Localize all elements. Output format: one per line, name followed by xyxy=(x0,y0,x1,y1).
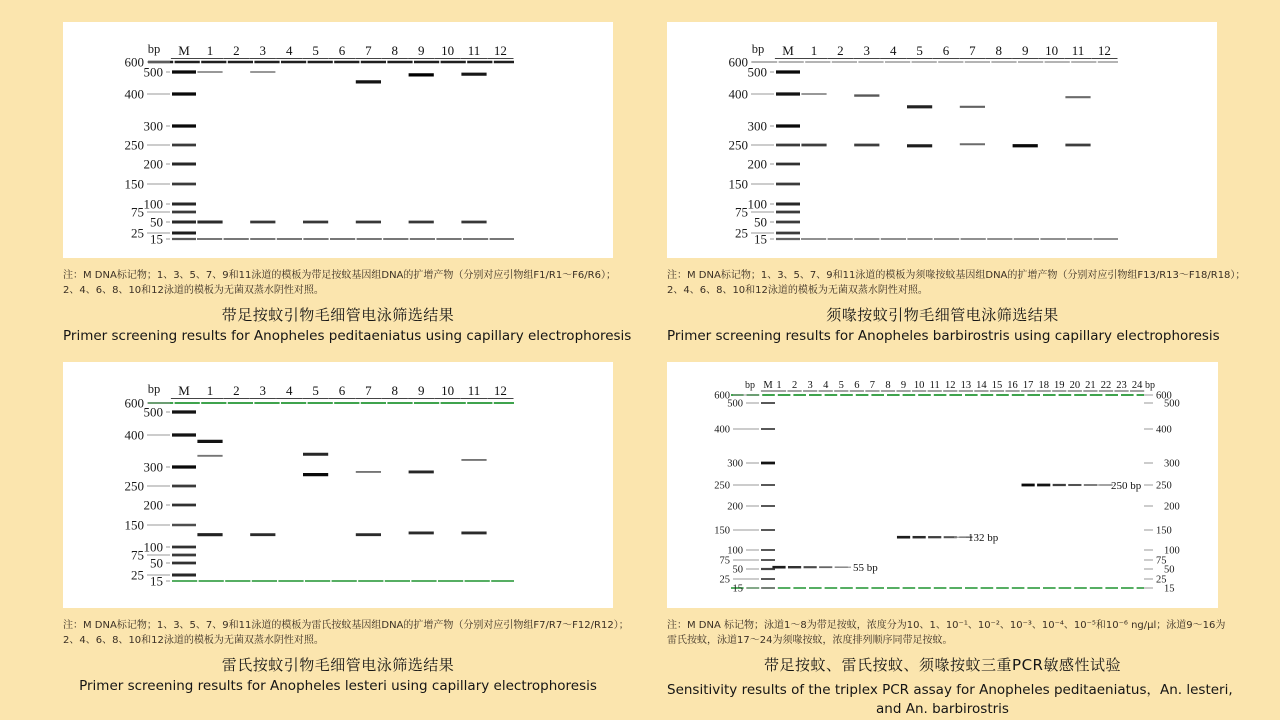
lane-label: 12 xyxy=(1097,43,1111,58)
ladder-label: 200 xyxy=(143,497,163,513)
lane-label: 13 xyxy=(960,380,972,391)
note-line: 注：M DNA 标记物；泳道1～8为带足按蚊，浓度分为10、1、10⁻¹、10⁻²、10⁻³、10⁻⁴、10⁻⁵和10⁻⁶ ng/μl；泳道9～16为 xyxy=(667,620,1226,631)
lane-label: 8 xyxy=(391,383,399,398)
band-size-annotation: 55 bp xyxy=(853,562,878,574)
lane-label: 4 xyxy=(823,380,829,391)
lane-label: M xyxy=(782,43,794,58)
ladder-label: 250 xyxy=(714,480,730,492)
ladder-label-right: 200 xyxy=(1164,501,1180,513)
lane-label: 6 xyxy=(854,380,860,391)
ladder-label: 75 xyxy=(131,547,144,563)
lane-label: 3 xyxy=(863,43,871,58)
lane-label: 2 xyxy=(791,380,798,391)
ladder-label: 300 xyxy=(143,118,163,134)
note-line: 2、4、6、8、10和12泳道的模板为无菌双蒸水阴性对照。 xyxy=(63,635,324,646)
ladder-label: 500 xyxy=(727,398,743,410)
lane-label: 5 xyxy=(916,43,923,58)
lane-label: 20 xyxy=(1069,380,1081,391)
panel-title-cn: 须喙按蚊引物毛细管电泳筛选结果 xyxy=(826,306,1059,324)
ladder-label: 250 xyxy=(124,478,144,494)
lane-label: 10 xyxy=(913,380,925,391)
bp-unit-label: bp xyxy=(745,380,755,391)
ladder-label: 250 xyxy=(728,137,748,153)
ladder-label: 300 xyxy=(727,458,743,470)
lane-label: 4 xyxy=(285,383,293,398)
panel-note xyxy=(63,618,629,648)
ladder-label: 500 xyxy=(143,64,163,80)
lane-label: 8 xyxy=(995,43,1003,58)
ladder-label: 500 xyxy=(143,404,163,420)
panel-title-en: Primer screening results for Anopheles barbirostris using capillary electrophoresis xyxy=(667,328,1220,344)
ladder-label: 300 xyxy=(143,459,163,475)
band-size-annotation: 132 bp xyxy=(968,532,999,544)
panel-title-cn: 带足按蚊、雷氏按蚊、须喙按蚊三重PCR敏感性试验 xyxy=(764,656,1121,674)
lane-label: 11 xyxy=(1071,43,1085,58)
ladder-label: 200 xyxy=(143,156,163,172)
lane-label: 14 xyxy=(976,380,987,391)
gel-panel-triplex-sensitivity xyxy=(667,362,1233,717)
lane-label: 5 xyxy=(312,383,319,398)
gel-electrophoresis-plot xyxy=(667,22,1217,258)
ladder-label: 15 xyxy=(150,231,163,247)
lane-label: 7 xyxy=(969,43,976,58)
ladder-label: 50 xyxy=(150,555,163,571)
lane-label: 6 xyxy=(338,43,346,58)
note-line: 雷氏按蚊，泳道17～24为须喙按蚊，浓度排列顺序同带足按蚊。 xyxy=(667,635,953,646)
lane-label: 1 xyxy=(206,383,214,398)
gel-panel-peditaeniatus xyxy=(63,22,632,344)
ladder-label: 15 xyxy=(732,583,743,595)
gel-panel-lesteri xyxy=(63,362,629,694)
ladder-label: 25 xyxy=(131,567,144,583)
lane-label: 6 xyxy=(942,43,950,58)
ladder-label: 400 xyxy=(714,424,730,436)
lane-label: 7 xyxy=(365,43,372,58)
lane-label: 21 xyxy=(1085,380,1096,391)
lane-label: 2 xyxy=(233,383,240,398)
ladder-label-right: 25 xyxy=(1156,574,1167,586)
ladder-label: 250 xyxy=(124,137,144,153)
bp-unit-label: bp xyxy=(751,42,765,56)
lane-label: 2 xyxy=(233,43,240,58)
lane-label: 18 xyxy=(1038,380,1049,391)
lane-label: 1 xyxy=(810,43,818,58)
lane-label: 7 xyxy=(365,383,372,398)
lane-label: 16 xyxy=(1007,380,1018,391)
lane-label: 5 xyxy=(838,380,844,391)
note-line: 2、4、6、8、10和12泳道的模板为无菌双蒸水阴性对照。 xyxy=(63,285,324,296)
ladder-label: 400 xyxy=(124,427,144,443)
panel-note xyxy=(667,618,1226,648)
ladder-label: 100 xyxy=(727,545,743,557)
ladder-label: 600 xyxy=(124,54,144,70)
ladder-label: 150 xyxy=(728,176,748,192)
lane-label: 17 xyxy=(1022,380,1034,391)
lane-label: 7 xyxy=(869,380,876,391)
note-line: 注：M DNA标记物；1、3、5、7、9和11泳道的模板为带足按蚊基因组DNA的扩增产物（分别对应引物组F1/R1～F6/R6）； xyxy=(63,270,616,281)
ladder-label: 75 xyxy=(719,555,730,567)
ladder-label: 600 xyxy=(714,390,730,402)
panel-title-cn: 雷氏按蚊引物毛细管电泳筛选结果 xyxy=(221,656,455,674)
ladder-label-right: 50 xyxy=(1164,564,1175,576)
note-line: 2、4、6、8、10和12泳道的模板为无菌双蒸水阴性对照。 xyxy=(667,285,928,296)
bp-unit-label: bp xyxy=(147,42,161,56)
ladder-label-right: 15 xyxy=(1164,583,1175,595)
lane-label: 2 xyxy=(837,43,844,58)
lane-label: 23 xyxy=(1116,380,1127,391)
ladder-label: 50 xyxy=(150,214,163,230)
lane-label: 8 xyxy=(391,43,399,58)
lane-label: 9 xyxy=(417,43,425,58)
panel-title-en: and An. barbirostris xyxy=(876,701,1009,717)
lane-label: 22 xyxy=(1100,380,1112,391)
gel-electrophoresis-plot xyxy=(63,362,613,608)
ladder-label: 25 xyxy=(719,574,730,586)
ladder-label-right: 400 xyxy=(1156,424,1172,436)
lane-label: 11 xyxy=(467,383,481,398)
ladder-label: 75 xyxy=(131,204,144,220)
ladder-label-right: 250 xyxy=(1156,480,1172,492)
ladder-label-right: 500 xyxy=(1164,398,1180,410)
lane-label: 12 xyxy=(493,43,507,58)
lane-label: 1 xyxy=(776,380,782,391)
ladder-label: 100 xyxy=(747,196,767,212)
ladder-label: 100 xyxy=(143,196,163,212)
ladder-label: 200 xyxy=(747,156,767,172)
ladder-label-right: 150 xyxy=(1156,525,1172,537)
ladder-label: 50 xyxy=(732,564,743,576)
ladder-label: 15 xyxy=(754,231,767,247)
gel-electrophoresis-plot xyxy=(63,22,613,258)
ladder-label: 150 xyxy=(124,517,144,533)
lane-label: 5 xyxy=(312,43,319,58)
bp-unit-label-right: bp xyxy=(1145,380,1155,391)
lane-label: 24 xyxy=(1131,380,1143,391)
panel-title-en: Sensitivity results of the triplex PCR assay for Anopheles peditaeniatus，An. lesteri, xyxy=(667,682,1233,698)
lane-label: 3 xyxy=(259,383,267,398)
lane-label: 11 xyxy=(929,380,940,391)
ladder-label-right: 75 xyxy=(1156,555,1167,567)
lane-label: 6 xyxy=(338,383,346,398)
lane-label: 3 xyxy=(807,380,813,391)
ladder-label: 600 xyxy=(728,54,748,70)
ladder-label-right: 300 xyxy=(1164,458,1180,470)
panel-note xyxy=(667,268,1246,298)
panel-note xyxy=(63,268,616,298)
panel-title-cn: 带足按蚊引物毛细管电泳筛选结果 xyxy=(221,306,455,324)
ladder-label: 75 xyxy=(735,204,748,220)
ladder-label: 300 xyxy=(747,118,767,134)
lane-label: 8 xyxy=(885,380,891,391)
gel-electrophoresis-plot xyxy=(667,362,1218,608)
lane-label: M xyxy=(178,43,190,58)
ladder-label: 25 xyxy=(131,225,144,241)
lane-label: 3 xyxy=(259,43,267,58)
panel-title-en: Primer screening results for Anopheles lesteri using capillary electrophoresis xyxy=(79,678,597,694)
lane-label: 4 xyxy=(889,43,897,58)
ladder-label: 200 xyxy=(727,501,743,513)
lane-label: 9 xyxy=(417,383,425,398)
lane-label: M xyxy=(763,380,773,391)
lane-label: 19 xyxy=(1054,380,1065,391)
note-line: 注：M DNA标记物；1、3、5、7、9和11泳道的模板为雷氏按蚊基因组DNA的扩增产物（分别对应引物组F7/R7～F12/R12）； xyxy=(63,620,629,631)
lane-label: 4 xyxy=(285,43,293,58)
ladder-label-right: 600 xyxy=(1156,390,1172,402)
note-line: 注：M DNA标记物；1、3、5、7、9和11泳道的模板为须喙按蚊基因组DNA的扩增产物（分别对应引物组F13/R13～F18/R18）； xyxy=(667,270,1246,281)
ladder-label: 25 xyxy=(735,225,748,241)
lane-label: 12 xyxy=(493,383,507,398)
lane-label: M xyxy=(178,383,190,398)
lane-label: 11 xyxy=(467,43,481,58)
ladder-label: 50 xyxy=(754,214,767,230)
lane-label: 10 xyxy=(441,43,455,58)
band-size-annotation: 250 bp xyxy=(1111,479,1142,492)
ladder-label: 150 xyxy=(714,525,730,537)
ladder-label: 150 xyxy=(124,176,144,192)
ladder-label: 100 xyxy=(143,539,163,555)
ladder-label: 400 xyxy=(728,86,748,102)
ladder-label: 400 xyxy=(124,86,144,102)
ladder-label: 600 xyxy=(124,395,144,411)
ladder-label: 500 xyxy=(747,64,767,80)
lane-label: 15 xyxy=(991,380,1003,391)
gel-panel-barbirostris xyxy=(667,22,1246,344)
panel-title-en: Primer screening results for Anopheles peditaeniatus using capillary electrophoresis xyxy=(63,328,632,344)
lane-label: 9 xyxy=(900,380,907,391)
lane-label: 10 xyxy=(441,383,455,398)
lane-label: 9 xyxy=(1021,43,1029,58)
ladder-label-right: 100 xyxy=(1164,545,1180,557)
ladder-label: 15 xyxy=(150,573,163,589)
lane-label: 1 xyxy=(206,43,214,58)
bp-unit-label: bp xyxy=(147,382,161,396)
lane-label: 12 xyxy=(945,380,956,391)
lane-label: 10 xyxy=(1045,43,1059,58)
